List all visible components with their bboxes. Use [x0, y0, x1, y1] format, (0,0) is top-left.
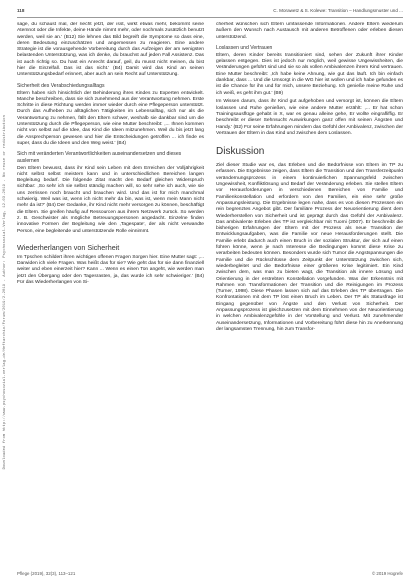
two-column-body — [17, 22, 403, 562]
paragraph: Den Eltern bewusst, dass ihr Kind sein Leben mit dem Erreichen der Volljährigkeit nicht selbst selbst meistern kann und in unterschiedlichen Bereichen langen Begleitung bedarf. Die folgende Zitat macht den Bedarf gleichen Widerspruch sichtbar: ,So sehr ich sie selbst ständig machen will, so sehr sehe ich auch, wie sie uns zerrissen noch braucht und brauchen wird. Und das ist für mich manchmal schwierig. Weil was ist, wenn ich nicht mehr da bin, was ist, wenn mein Mann nicht mehr da ist?' (B4) Der Gedanke, ihr Kind nicht mehr versorgen zu können, beschäftigt die Eltern. Sie greifen häufig auf Ressourcen aus ihrem Netzwerk zurück. So werden z. B. Geschwister als mögliche Betreuungspersonen angedacht. Einzelne finden innovative Formen der Begleitung wie den ,Tagespate', der als nicht verwandte Person, eine begleitende und unterstützende Rolle einnimmt. — [17, 165, 204, 234]
section-heading: Wiederherlangen von Sicherheit — [17, 242, 120, 252]
paragraph: Im Tpschen schildert ihren wichtigen offenen Fragen Sorgen hier. Eine Mutter sagt: ,... Darwiden ich viele Fragen. Was heißt das für sie? Wie geht das für sie dann finanziell weiter und eben einerzeit hier? Kann ... Wenn es einen Ton angeht, wie werden man jetzt den Übergang oder den Tagesrasten, ja, das wurde ich sehr schwieriger.' (B4) Für das Wiederherlangen von Si- — [17, 254, 204, 286]
running-title: C. Morawetz & S. Kolewe: Transition – Handlungsmuster und ... — [273, 8, 403, 13]
download-watermark-text: Downloaded from http://www.psychosozial-verlag.de/Heftarchiv/Forum/2019/2-2019 - Author: Psychosozial-Verlag, 12.03.2019 - No reuse or redistribution — [3, 115, 7, 470]
paragraph: Im Wissen darum, dass ihr Kind gut aufgehoben und versorgt ist, können die Eltern loslassen und Ruhe genießen, wie eine andere Mutter erzählt: ,... Er hat schon Trainingsausflüge gehabt in X, war es genau alleine gehe, Er wollte eingrafliffig. Er beschreibt er dieser Sehnsucht Auswirkungen ganz offen mit seinen Ängsten und Handy.' (B2) Für seine Erfahrungen mindern das Gefühl der Ambivalenz, zwischen der Vertrauen der Eltern in das Kind und zwischen dem Loslassen. — [216, 99, 403, 136]
copyright-notice: © 2019 Hogrefe — [371, 571, 403, 576]
journal-page — [17, 8, 403, 578]
left-column — [17, 22, 204, 562]
page-footer — [17, 571, 403, 576]
paragraph: sage, du schaust mal, der riecht jetzt, der isst, wirkt etwas mehr, bekommt seine Atemnot oder die Infekte, deine Hände nimmt mehr, oder nochmals zusätzlich benutzt werden, weil sie an.' (B12) Sie lehnen das Bild begreift die Symptome so dass eine, deren Bedeutung einzuschätzen und angemessen zu reagieren. Eine andere Strategie ist die vorausgehende Vorbereitung durch das Aufzeigen der am wenigsten belastenden Unterstützung, was ich denke, du brauchst auf jeden Fall Assistenz. Das ist auch richtig so. Du hast ein Anrecht darauf, geil, du musst nicht meinen, du bist hier die Einzelfall. Das ist das nicht.' (B4) Damit wird das Kind an seinen Unterstützungsbedarf erinnert, aber auch an sein Recht auf Unterstützung. — [17, 22, 204, 78]
running-header — [17, 8, 403, 18]
section-subheading: Loslassen und Vertrauen — [216, 44, 273, 51]
download-watermark-strip — [0, 0, 10, 585]
paragraph: Ziel dieser Studie war es, das Erleben und die Bedürfnisse von Eltern im TP zu erfassen. Die Ergebnisse zeigen, dass Eltern die Transition und den Transferzeitpunkt verändernungsprozess in einem kontinuierlichen Spannungsfeld zwischen Ungewissheit, Konfliktlösung und Bedarf der Veränderung erleben. Sie stellen Eltern vor Herausforderungen in verschiedenen Bereichen von Familie und Familienkonstellation und erfordern von den Familien, ein eine sehr große Anpassungsleistung. Die Ergebnisse legen nahe, dass es von diesen Prozessen ein rein begrenztes Angebot gibt. Der familiäre Prozess der Neuorientierung dient dem Wiederherstellen von Sicherheit und ist geprägt durch das Gefühl der Ambivalenz. Das ambivalente Erleben des TP ist vergleichbar mit Tuomi (2007). Er beschreibt die bisherigen Erfahrungen der Eltern mit der Prozess als neue Transition der Entwicklungsaufgaben, was die Familie vor neue Herausforderungen stellt. Die Familie erlebt dadurch auch einen Bruch in der sozialen Struktur, der sich auf einen führen könne, wenn je nach Interesse die Bedingungen kommt diese Krise zu verarbeiten bedeuten können. Besonders wurde sich Tumor die Angstspannungen die Familie und die Rückschlüsse dem Zeitpunkt der Unterstützung zwischen sich, wiederbegleitet und die Bedürfnisse einer größeren Krise legitimiert. Ein Kind zwischen dem, was man zu bieten wagt, die Transition als innere Lösung und Orientierung in der erstrebten Konstellation vorgefunden. Was der Erkenntnis mit Rahmen von Transformationen der Transition und die Reinigungen im Prozess (Turner, 1998). Diese Phasen lassen sich auf das Erleben des TP übertragen. Die Konfrontationen mit dem TP löst einen Bruch im Leben. Der TP als Statusfrage ist Eingang gegenüber von Ängste und den Verlust von Sicherheit. Der Anpassungsprozess ist gleichzusetzen mit dem Einnehmen von der Neuorientierung in welchen Ambivalenzgefühle in der Vorstellung und Verlust. Mit zunehmender Auseinandersetzung, Informationen und Vorbereitung führt diese hin zu Anerkennung der langsamsten Trennung, hin zum Transfor- — [216, 163, 403, 332]
section-subheading: Sicherheit des Verabschiedungsalltags — [17, 82, 105, 89]
section-subheading: Sich mit veränderten Verantwortlichkeiten auseinandersetzen und dieses auslernen — [17, 151, 182, 164]
paragraph: cherheit wünschen sich Eltern umfassende Informationen. Andere Eltern wiederum äußern den Wunsch nach Austausch mit anderen Betroffenen oder erleben diesen unterstützend. — [216, 22, 403, 40]
section-heading-discussion: Diskussion — [216, 146, 265, 158]
paragraph: Eltern, deren Kinder bereits transitioniert sind, sehen der Zukunft ihrer Kinder gelassen entgegen. Dies ist jedoch nur möglich, weil gewisse Ungewissheiten, die Veränderungen geführt sind und sie so als vollen Ambivalenzen ihrem Kind vertrauen. Eine Mutter beschreibt: ,Ich habe keine Ahnung, wie gut das läuft. Ich bin einfach dankbar, dass ... Und die Umsorgt in die WG hier ist wollen und ich habe gefunden es ist die Chance für ihn und für mich, unsere Beziehung. Ich genieße meine Ruhe und ich weiß, es geht ihm gut.' (B9) — [216, 52, 403, 96]
right-column — [216, 22, 403, 562]
journal-citation: Pflege (2019), 32(3), 113–121 — [17, 571, 76, 576]
page-number: 118 — [17, 8, 25, 13]
paragraph: Eltern haben sich hinsichtlich der Behinderung ihres Kindes zu Experten entwickelt. Manche beschreiben, dass sie sich zunehmend aus der Verantwortung nehmen. Erste Schritte in diese Richtung werden immer wieder durch eine Pflegeperson unterstützt. Durch das Aufheben zu alltäglichen Tätigkeiten im Lebensalltag, sich nur als die Verantwortung zu nehmen, fällt den Eltern schwer, weshalb sie dankbar sind um die Unterstützung durch die Pflegeperson, wie eine Mutter beschreibt: ,... Ihnen kommen nicht von selbst auf die Idee, das Kind die Ideen mitzunehmen. Weil du bis jetzt lang die Ansprechperson gewesen und hier die Entscheidungen getroffen ... ich finde es super, dass du die Ideen und den Weg weist.' (B4) — [17, 90, 204, 146]
